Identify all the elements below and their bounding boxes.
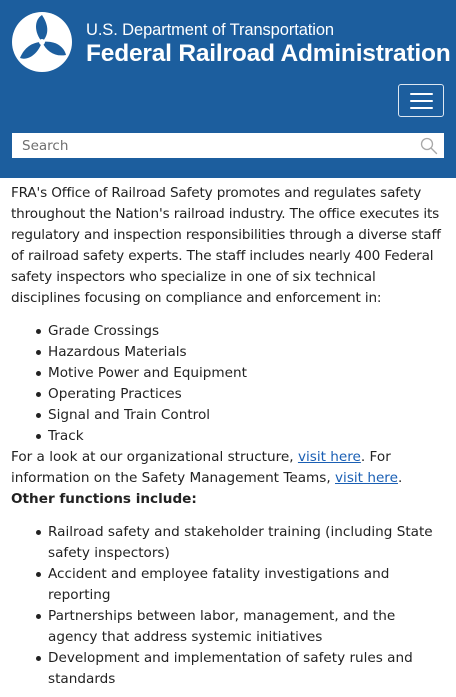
intro-paragraph: FRA's Office of Railroad Safety promotes and regulates safety throughout the Nation's railroad industry. The office executes its regulatory and inspection responsibilities through a diverse staff of railroad safety experts. The staff includes nearly 400 Federal safety inspectors who specialize in one of six technical disciplines focusing on compliance and enforcement in: bbox=[11, 185, 441, 306]
org-structure-paragraph bbox=[11, 447, 447, 489]
usdot-triskelion-logo-icon[interactable] bbox=[12, 12, 72, 72]
department-name: U.S. Department of Transportation bbox=[86, 21, 334, 39]
disciplines-list bbox=[11, 321, 447, 447]
site-header bbox=[0, 0, 456, 178]
list-item: Operating Practices bbox=[11, 384, 447, 405]
search-icon[interactable] bbox=[420, 137, 438, 155]
list-item: Track bbox=[11, 426, 447, 447]
main-content bbox=[11, 183, 447, 690]
list-item: Partnerships between labor, management, and the agency that address systemic initiatives bbox=[11, 606, 447, 648]
search-bar bbox=[12, 133, 444, 158]
org-structure-link[interactable]: visit here bbox=[297, 449, 361, 465]
list-item: Accident and employee fatality investigations and reporting bbox=[11, 564, 447, 606]
menu-toggle-button[interactable] bbox=[398, 84, 444, 117]
agency-name[interactable]: Federal Railroad Administration bbox=[86, 40, 451, 67]
org-text-3: . bbox=[397, 470, 403, 486]
list-item: Railroad safety and stakeholder training (including State safety inspectors) bbox=[11, 522, 447, 564]
functions-list bbox=[11, 522, 447, 690]
org-text-1: For a look at our organizational structure, bbox=[11, 449, 298, 465]
other-functions-heading: Other functions include: bbox=[11, 491, 197, 507]
list-item: Development and implementation of safety rules and standards bbox=[11, 648, 447, 690]
list-item: Grade Crossings bbox=[11, 321, 447, 342]
safety-teams-link[interactable]: visit here bbox=[335, 470, 398, 486]
search-input[interactable] bbox=[12, 133, 412, 158]
org-text-2: . For information on the Safety Management Teams, bbox=[11, 449, 391, 486]
list-item: Signal and Train Control bbox=[11, 405, 447, 426]
list-item: Hazardous Materials bbox=[11, 342, 447, 363]
list-item: Motive Power and Equipment bbox=[11, 363, 447, 384]
